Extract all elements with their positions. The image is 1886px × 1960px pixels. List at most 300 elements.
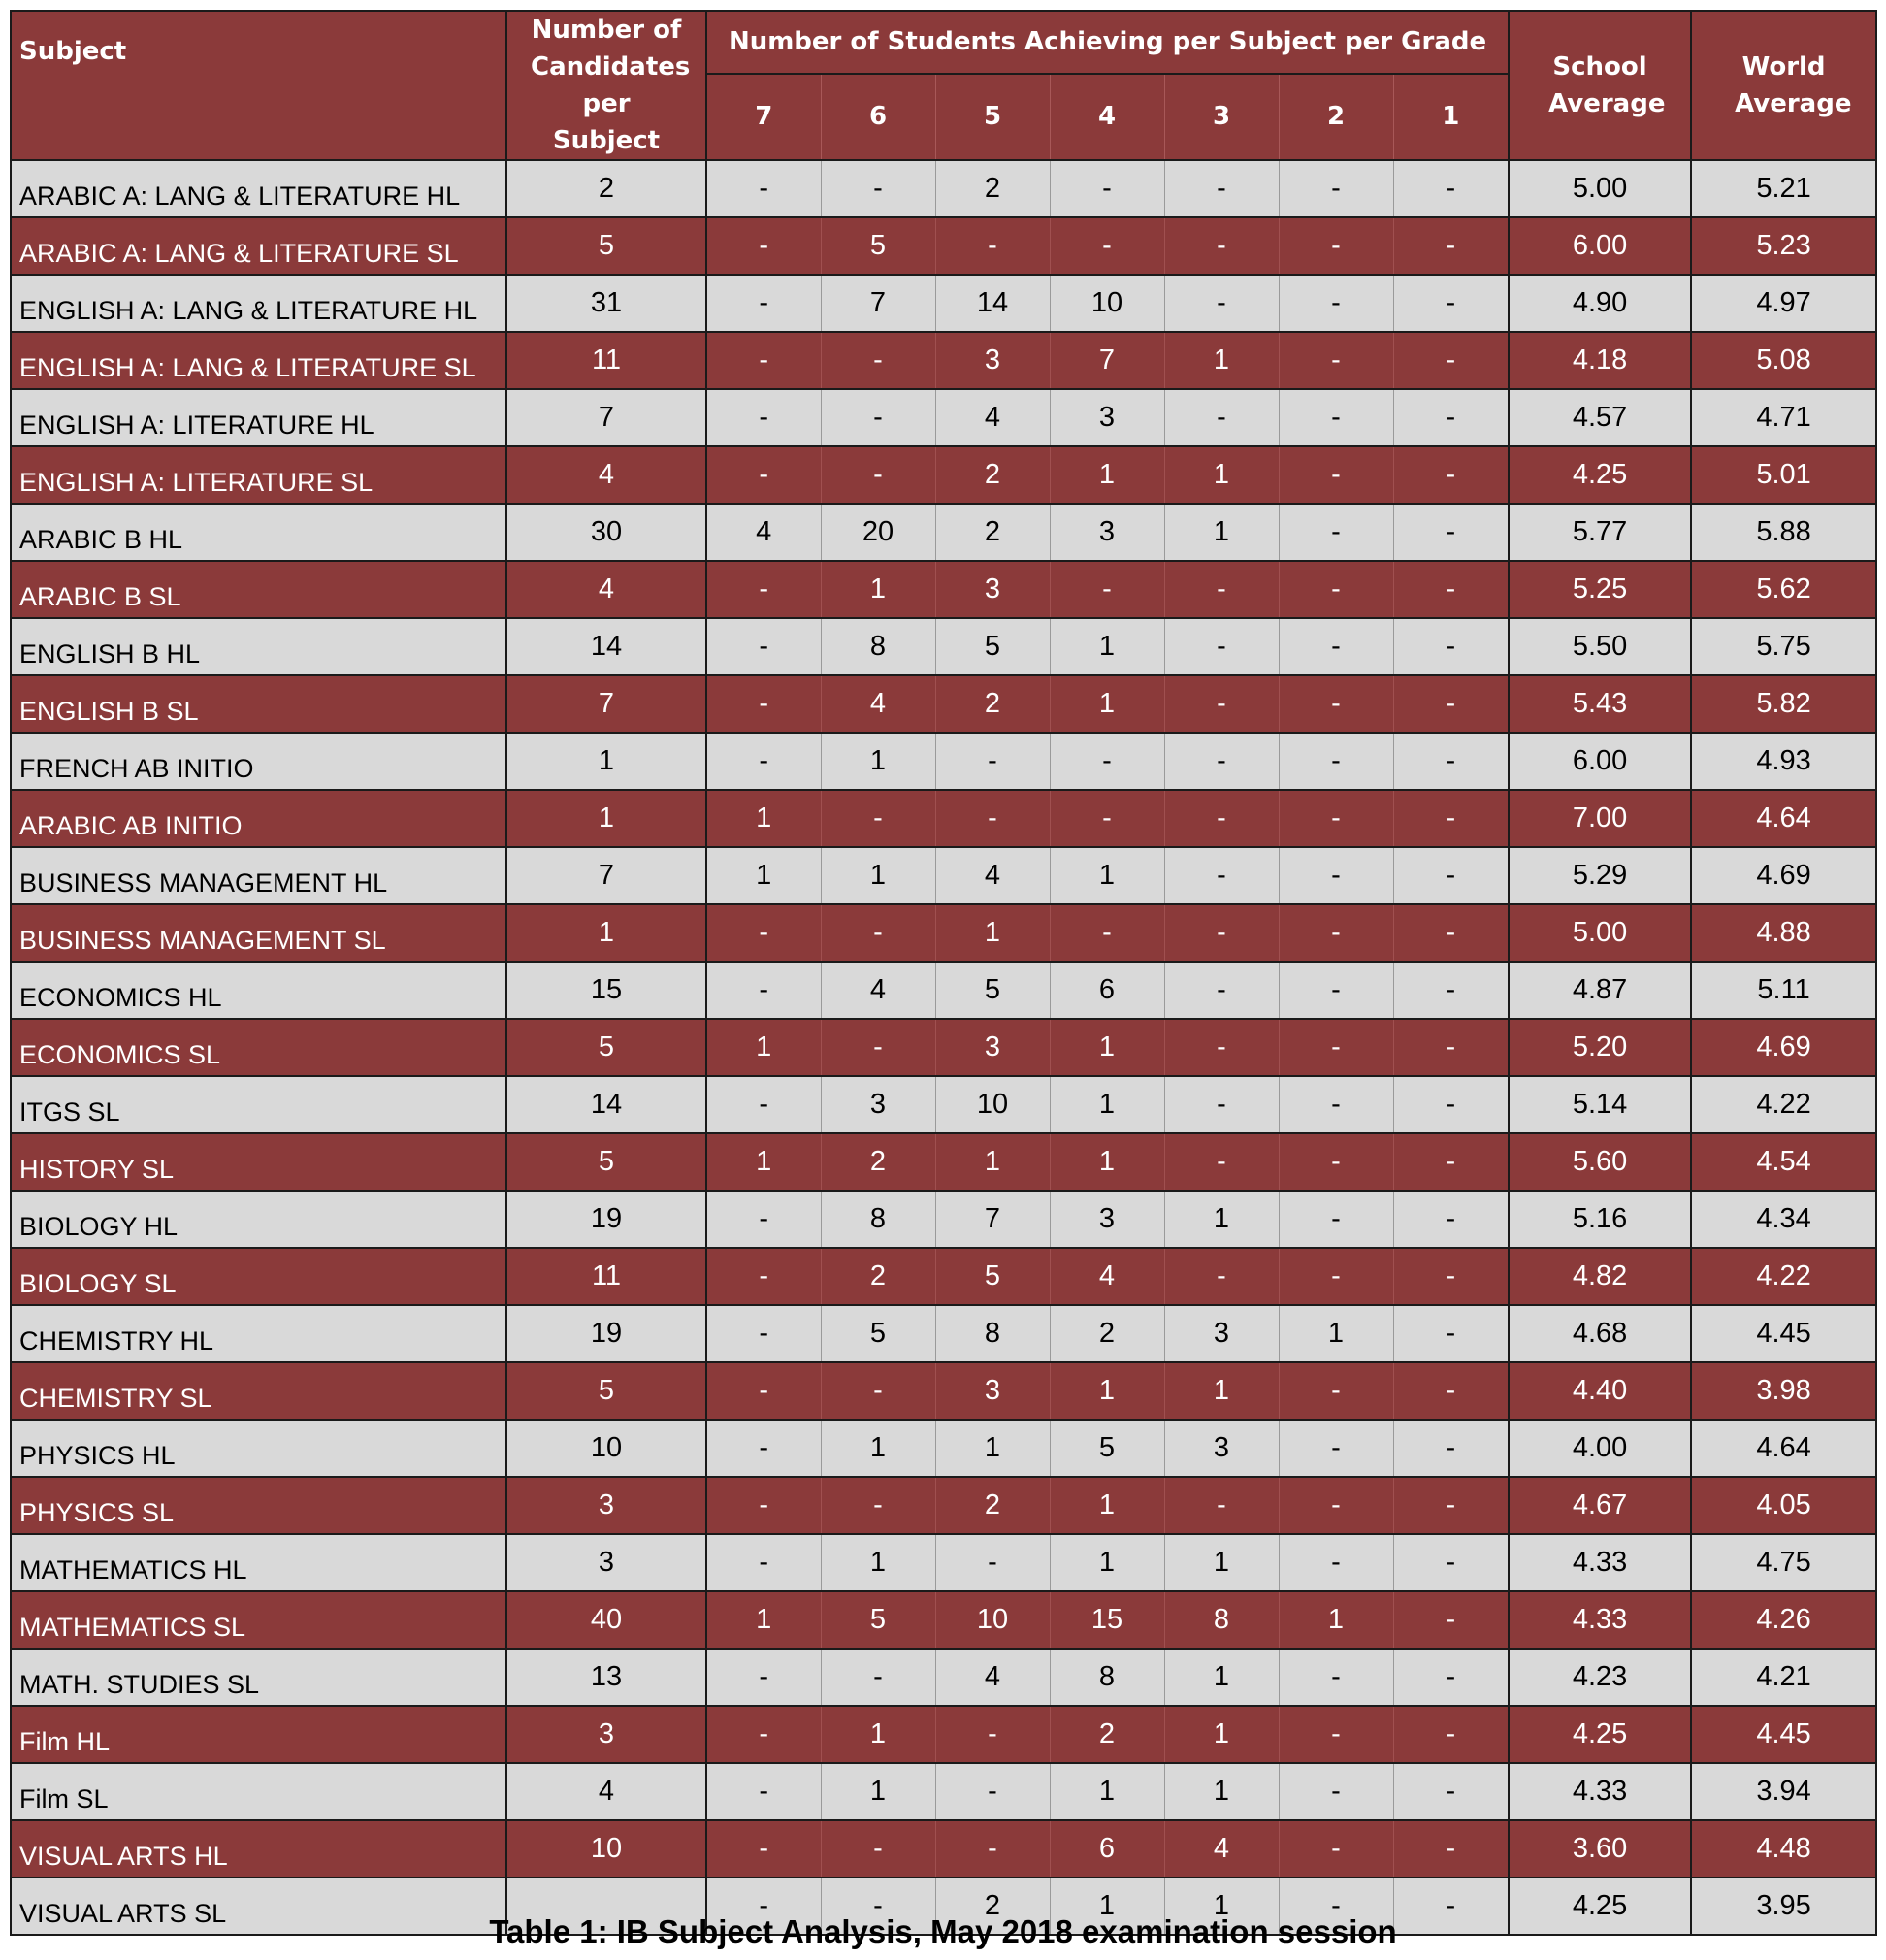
subject-cell: ARABIC A: LANG & LITERATURE HL [11, 160, 506, 217]
grade-count-cell: 1 [1050, 1477, 1164, 1534]
grade-count-cell: - [1279, 1248, 1393, 1305]
grade-count-cell: - [1279, 389, 1393, 446]
grade-count-cell: 2 [821, 1133, 935, 1191]
grade-count-cell: - [1393, 1878, 1509, 1935]
world-average-cell: 4.45 [1691, 1706, 1876, 1763]
table-row [11, 790, 1876, 847]
grade-count-cell: 3 [1050, 504, 1164, 561]
grade-count-cell: 1 [1164, 504, 1279, 561]
grade-count-cell: - [1279, 504, 1393, 561]
candidates-cell: 3 [506, 1706, 706, 1763]
grade-count-cell: - [1279, 1649, 1393, 1706]
grade-count-cell: 1 [1050, 1076, 1164, 1133]
subject-cell: Film SL [11, 1763, 506, 1820]
world-average-cell: 4.64 [1691, 1420, 1876, 1477]
grade-count-cell: 4 [821, 675, 935, 733]
grade-count-cell: - [1393, 1191, 1509, 1248]
subject-cell: ENGLISH A: LITERATURE SL [11, 446, 506, 504]
grade-count-cell: - [821, 1878, 935, 1935]
subject-cell: CHEMISTRY HL [11, 1305, 506, 1362]
grade-count-cell: 14 [935, 275, 1050, 332]
subject-cell: ITGS SL [11, 1076, 506, 1133]
grade-count-cell: - [1393, 962, 1509, 1019]
grade-count-cell: 2 [935, 1477, 1050, 1534]
grade-count-cell: - [1393, 1305, 1509, 1362]
table-row [11, 275, 1876, 332]
grade-count-cell: 8 [821, 1191, 935, 1248]
world-average-cell: 3.94 [1691, 1763, 1876, 1820]
table-row [11, 446, 1876, 504]
world-average-cell: 5.82 [1691, 675, 1876, 733]
table-row [11, 504, 1876, 561]
grade-count-cell: - [706, 1763, 821, 1820]
grade-count-cell: - [706, 561, 821, 618]
grade-count-cell: - [1279, 217, 1393, 275]
grade-count-cell: 3 [1164, 1305, 1279, 1362]
grade-count-cell: - [1164, 1477, 1279, 1534]
subject-analysis-table [10, 10, 1877, 1936]
grade-count-cell: 1 [821, 1534, 935, 1591]
grade-count-cell: - [1279, 1763, 1393, 1820]
grade-count-cell: - [1279, 1133, 1393, 1191]
subject-cell: ENGLISH A: LITERATURE HL [11, 389, 506, 446]
grade-count-cell: - [1279, 160, 1393, 217]
school-average-cell: 4.33 [1509, 1763, 1691, 1820]
grade-count-cell: 1 [1164, 332, 1279, 389]
subject-cell: MATHEMATICS SL [11, 1591, 506, 1649]
grade-count-cell: - [1393, 1763, 1509, 1820]
grade-count-cell: - [706, 1820, 821, 1878]
grade-count-cell: - [1393, 332, 1509, 389]
candidates-cell: 31 [506, 275, 706, 332]
grade-count-cell: - [1393, 904, 1509, 962]
grade-count-cell: - [821, 446, 935, 504]
grades-group-header: Number of Students Achieving per Subject per Grade [706, 11, 1509, 74]
grade-count-cell: - [821, 1362, 935, 1420]
grade-count-cell: 15 [1050, 1591, 1164, 1649]
grade-count-cell: - [706, 446, 821, 504]
subject-cell: PHYSICS SL [11, 1477, 506, 1534]
grade-count-cell: 3 [935, 561, 1050, 618]
world-average-cell: 5.21 [1691, 160, 1876, 217]
world-average-cell: 5.75 [1691, 618, 1876, 675]
grade-count-cell: - [1164, 790, 1279, 847]
grade-count-cell: - [1393, 790, 1509, 847]
grade-count-cell: - [706, 618, 821, 675]
grade-count-cell: 1 [1164, 1191, 1279, 1248]
school-average-cell: 4.18 [1509, 332, 1691, 389]
subject-cell: HISTORY SL [11, 1133, 506, 1191]
grade-count-cell: - [1164, 160, 1279, 217]
school-average-cell: 5.77 [1509, 504, 1691, 561]
world-average-cell: 5.88 [1691, 504, 1876, 561]
school-average-cell: 4.25 [1509, 446, 1691, 504]
grade-count-cell: - [1164, 675, 1279, 733]
world-average-cell: 5.62 [1691, 561, 1876, 618]
candidates-cell: 5 [506, 1362, 706, 1420]
table-row [11, 1248, 1876, 1305]
grade-count-cell: - [1393, 618, 1509, 675]
subject-cell: FRENCH AB INITIO [11, 733, 506, 790]
grade-count-cell: - [1279, 446, 1393, 504]
table-row [11, 733, 1876, 790]
grade-count-cell: - [821, 1820, 935, 1878]
school-average-cell: 5.14 [1509, 1076, 1691, 1133]
school-average-cell: 6.00 [1509, 217, 1691, 275]
grade-count-cell: - [1279, 1477, 1393, 1534]
grade-count-cell: 3 [1050, 389, 1164, 446]
grade-count-cell: - [706, 160, 821, 217]
table-row [11, 1649, 1876, 1706]
grade-header: 7 [706, 74, 821, 160]
grade-count-cell: - [1393, 446, 1509, 504]
world-average-cell: 5.11 [1691, 962, 1876, 1019]
grade-count-cell: 5 [935, 618, 1050, 675]
grade-count-cell: - [706, 332, 821, 389]
grade-count-cell: 5 [821, 1305, 935, 1362]
grade-count-cell: 1 [1050, 675, 1164, 733]
grade-count-cell: - [1164, 847, 1279, 904]
subject-cell: BIOLOGY HL [11, 1191, 506, 1248]
subject-cell: ARABIC AB INITIO [11, 790, 506, 847]
subject-cell: ARABIC B SL [11, 561, 506, 618]
grade-count-cell: - [706, 1649, 821, 1706]
grade-count-cell: 8 [1164, 1591, 1279, 1649]
grade-count-cell: - [1393, 1477, 1509, 1534]
grade-header: 5 [935, 74, 1050, 160]
grade-count-cell: 3 [821, 1076, 935, 1133]
grade-count-cell: - [1393, 160, 1509, 217]
grade-count-cell: 1 [821, 847, 935, 904]
grade-count-cell: - [1279, 904, 1393, 962]
grade-count-cell: 1 [1164, 1706, 1279, 1763]
grade-count-cell: 10 [1050, 275, 1164, 332]
world-average-cell: 4.97 [1691, 275, 1876, 332]
candidates-cell: 4 [506, 446, 706, 504]
subject-cell: VISUAL ARTS HL [11, 1820, 506, 1878]
grade-count-cell: - [1164, 1076, 1279, 1133]
candidates-cell: 30 [506, 504, 706, 561]
grade-count-cell: 1 [1050, 1763, 1164, 1820]
school-average-cell: 4.23 [1509, 1649, 1691, 1706]
grade-count-cell: 1 [935, 1420, 1050, 1477]
subject-cell: ENGLISH B SL [11, 675, 506, 733]
world-average-header: World Average [1691, 11, 1876, 160]
grade-count-cell: - [1393, 1076, 1509, 1133]
grade-count-cell: - [1050, 790, 1164, 847]
grade-count-cell: 1 [821, 733, 935, 790]
grade-count-cell: - [1050, 160, 1164, 217]
table-row [11, 389, 1876, 446]
table-row [11, 904, 1876, 962]
grade-count-cell: 3 [1050, 1191, 1164, 1248]
grade-count-cell: 5 [935, 962, 1050, 1019]
grade-count-cell: 7 [935, 1191, 1050, 1248]
grade-count-cell: 1 [1050, 847, 1164, 904]
world-average-cell: 4.05 [1691, 1477, 1876, 1534]
grade-count-cell: 2 [935, 675, 1050, 733]
grade-count-cell: - [1393, 561, 1509, 618]
grade-count-cell: - [1393, 1649, 1509, 1706]
table-row [11, 1591, 1876, 1649]
grade-count-cell: 2 [935, 446, 1050, 504]
grade-count-cell: 1 [1279, 1305, 1393, 1362]
grade-count-cell: - [706, 1420, 821, 1477]
grade-count-cell: 8 [935, 1305, 1050, 1362]
grade-count-cell: - [1050, 904, 1164, 962]
candidates-cell: 3 [506, 1534, 706, 1591]
world-average-cell: 4.45 [1691, 1305, 1876, 1362]
candidates-cell: 2 [506, 160, 706, 217]
grade-count-cell: 7 [821, 275, 935, 332]
grade-count-cell: - [935, 1706, 1050, 1763]
grade-count-cell: 8 [1050, 1649, 1164, 1706]
world-average-cell: 5.23 [1691, 217, 1876, 275]
grade-count-cell: - [1164, 1019, 1279, 1076]
grade-count-cell: - [821, 1019, 935, 1076]
table-row [11, 332, 1876, 389]
school-average-cell: 4.33 [1509, 1591, 1691, 1649]
table-row [11, 1534, 1876, 1591]
grade-count-cell: - [1393, 1420, 1509, 1477]
grade-count-cell: 1 [1164, 1649, 1279, 1706]
grade-count-cell: - [1164, 618, 1279, 675]
grade-count-cell: - [706, 1248, 821, 1305]
grade-count-cell: - [706, 904, 821, 962]
grade-count-cell: 5 [1050, 1420, 1164, 1477]
grade-count-cell: - [821, 1649, 935, 1706]
world-average-cell: 4.22 [1691, 1076, 1876, 1133]
candidates-cell: 11 [506, 332, 706, 389]
candidates-cell: 15 [506, 962, 706, 1019]
grade-count-cell: - [1393, 1534, 1509, 1591]
candidates-header: Number of Candidates per Subject [506, 11, 706, 160]
candidates-cell: 19 [506, 1305, 706, 1362]
grade-count-cell: 1 [935, 1133, 1050, 1191]
school-average-cell: 7.00 [1509, 790, 1691, 847]
grade-count-cell: - [1164, 733, 1279, 790]
world-average-cell: 4.64 [1691, 790, 1876, 847]
world-average-cell: 4.88 [1691, 904, 1876, 962]
subject-cell: ECONOMICS HL [11, 962, 506, 1019]
grade-count-cell: - [1393, 1820, 1509, 1878]
school-average-cell: 4.82 [1509, 1248, 1691, 1305]
grade-count-cell: - [1164, 275, 1279, 332]
candidates-cell: 5 [506, 1133, 706, 1191]
grade-count-cell: 2 [935, 1878, 1050, 1935]
school-average-cell: 4.90 [1509, 275, 1691, 332]
candidates-cell: 14 [506, 618, 706, 675]
school-average-cell: 5.50 [1509, 618, 1691, 675]
world-average-cell: 4.69 [1691, 1019, 1876, 1076]
grade-count-cell: 1 [706, 1591, 821, 1649]
candidates-cell: 10 [506, 1420, 706, 1477]
candidates-cell: 7 [506, 847, 706, 904]
table-row [11, 217, 1876, 275]
grade-count-cell: 5 [821, 217, 935, 275]
grade-count-cell: - [1164, 1133, 1279, 1191]
school-average-header: School Average [1509, 11, 1691, 160]
school-average-cell: 4.40 [1509, 1362, 1691, 1420]
grade-count-cell: 8 [821, 618, 935, 675]
subject-header: Subject [11, 11, 506, 160]
table-row [11, 1076, 1876, 1133]
grade-count-cell: - [821, 1477, 935, 1534]
world-average-cell: 4.75 [1691, 1534, 1876, 1591]
grade-count-cell: 4 [706, 504, 821, 561]
school-average-cell: 5.16 [1509, 1191, 1691, 1248]
grade-count-cell: 1 [1050, 1133, 1164, 1191]
grade-count-cell: - [1279, 1076, 1393, 1133]
subject-cell: ENGLISH A: LANG & LITERATURE SL [11, 332, 506, 389]
school-average-cell: 4.87 [1509, 962, 1691, 1019]
grade-count-cell: - [706, 1706, 821, 1763]
subject-cell: ARABIC B HL [11, 504, 506, 561]
table-row [11, 1305, 1876, 1362]
grade-count-cell: - [935, 790, 1050, 847]
grade-header: 4 [1050, 74, 1164, 160]
grade-count-cell: - [1393, 1133, 1509, 1191]
grade-count-cell: 1 [706, 1133, 821, 1191]
subject-cell: BUSINESS MANAGEMENT HL [11, 847, 506, 904]
grade-count-cell: 3 [1164, 1420, 1279, 1477]
table-row [11, 1019, 1876, 1076]
grade-count-cell: 1 [706, 1019, 821, 1076]
subject-cell: CHEMISTRY SL [11, 1362, 506, 1420]
subject-cell: BIOLOGY SL [11, 1248, 506, 1305]
school-average-cell: 4.00 [1509, 1420, 1691, 1477]
grade-count-cell: 1 [821, 1420, 935, 1477]
grade-count-cell: - [935, 1763, 1050, 1820]
grade-count-cell: 2 [821, 1248, 935, 1305]
grade-count-cell: 1 [1050, 446, 1164, 504]
grade-count-cell: - [1279, 1878, 1393, 1935]
grade-count-cell: 20 [821, 504, 935, 561]
grade-count-cell: 6 [1050, 1820, 1164, 1878]
subject-cell: ENGLISH B HL [11, 618, 506, 675]
candidates-cell: 1 [506, 790, 706, 847]
grade-count-cell: - [706, 1878, 821, 1935]
grade-count-cell: 4 [935, 847, 1050, 904]
candidates-cell: 7 [506, 389, 706, 446]
grade-count-cell: 1 [1164, 446, 1279, 504]
school-average-cell: 5.29 [1509, 847, 1691, 904]
grade-count-cell: 4 [935, 1649, 1050, 1706]
grade-count-cell: 2 [935, 504, 1050, 561]
grade-count-cell: 4 [935, 389, 1050, 446]
school-average-cell: 4.67 [1509, 1477, 1691, 1534]
world-average-cell: 4.48 [1691, 1820, 1876, 1878]
grade-count-cell: - [1050, 733, 1164, 790]
table-row [11, 1420, 1876, 1477]
grade-count-cell: - [1164, 962, 1279, 1019]
grade-count-cell: - [1393, 1019, 1509, 1076]
world-average-cell: 3.98 [1691, 1362, 1876, 1420]
grade-count-cell: 1 [706, 790, 821, 847]
table-row [11, 561, 1876, 618]
grade-count-cell: - [1279, 561, 1393, 618]
grade-count-cell: 1 [821, 1706, 935, 1763]
candidates-cell: 4 [506, 1763, 706, 1820]
school-average-cell: 4.25 [1509, 1878, 1691, 1935]
grade-count-cell: - [1164, 561, 1279, 618]
school-average-cell: 6.00 [1509, 733, 1691, 790]
grade-count-cell: - [1279, 618, 1393, 675]
grade-count-cell: 1 [1050, 1362, 1164, 1420]
table-caption: Table 1: IB Subject Analysis, May 2018 examination session [489, 1913, 1397, 1949]
world-average-cell: 5.01 [1691, 446, 1876, 504]
table-row [11, 1820, 1876, 1878]
grade-count-cell: 1 [1164, 1362, 1279, 1420]
grade-count-cell: 7 [1050, 332, 1164, 389]
table-row [11, 847, 1876, 904]
candidates-cell: 11 [506, 1248, 706, 1305]
world-average-cell: 3.95 [1691, 1878, 1876, 1935]
grade-count-cell: 1 [1050, 1019, 1164, 1076]
grade-count-cell: - [706, 217, 821, 275]
grade-count-cell: 1 [1164, 1878, 1279, 1935]
grade-count-cell: 3 [935, 332, 1050, 389]
grade-count-cell: - [706, 275, 821, 332]
grade-count-cell: - [935, 217, 1050, 275]
school-average-cell: 5.43 [1509, 675, 1691, 733]
grade-count-cell: - [935, 1820, 1050, 1878]
grade-count-cell: - [706, 1305, 821, 1362]
grade-count-cell: - [1393, 389, 1509, 446]
grade-count-cell: 3 [935, 1362, 1050, 1420]
grade-count-cell: - [1279, 733, 1393, 790]
grade-count-cell: 6 [1050, 962, 1164, 1019]
grade-count-cell: - [706, 1362, 821, 1420]
candidates-cell: 14 [506, 1076, 706, 1133]
table-row [11, 675, 1876, 733]
grade-count-cell: - [1393, 504, 1509, 561]
grade-header: 2 [1279, 74, 1393, 160]
subject-cell: ECONOMICS SL [11, 1019, 506, 1076]
grade-count-cell: - [1279, 1019, 1393, 1076]
candidates-cell: 5 [506, 217, 706, 275]
grade-count-cell: - [1050, 561, 1164, 618]
world-average-cell: 4.21 [1691, 1649, 1876, 1706]
grade-count-cell: - [1279, 847, 1393, 904]
grade-count-cell: - [1279, 1534, 1393, 1591]
grade-count-cell: - [1279, 962, 1393, 1019]
table-row [11, 1706, 1876, 1763]
grade-count-cell: - [706, 1534, 821, 1591]
world-average-cell: 4.69 [1691, 847, 1876, 904]
grade-count-cell: - [1164, 389, 1279, 446]
grade-count-cell: 1 [821, 561, 935, 618]
table-row [11, 618, 1876, 675]
table-row [11, 1763, 1876, 1820]
grade-count-cell: 4 [1050, 1248, 1164, 1305]
grade-count-cell: - [1393, 1591, 1509, 1649]
grade-count-cell: - [706, 675, 821, 733]
world-average-cell: 4.26 [1691, 1591, 1876, 1649]
school-average-cell: 4.33 [1509, 1534, 1691, 1591]
grade-count-cell: - [1164, 904, 1279, 962]
candidates-cell: 7 [506, 675, 706, 733]
table-row [11, 1133, 1876, 1191]
grade-count-cell: 3 [935, 1019, 1050, 1076]
grade-count-cell: - [1393, 847, 1509, 904]
grade-count-cell: 1 [935, 904, 1050, 962]
grade-header: 1 [1393, 74, 1509, 160]
grade-count-cell: - [821, 790, 935, 847]
subject-cell: MATH. STUDIES SL [11, 1649, 506, 1706]
school-average-cell: 3.60 [1509, 1820, 1691, 1878]
grade-count-cell: - [935, 733, 1050, 790]
